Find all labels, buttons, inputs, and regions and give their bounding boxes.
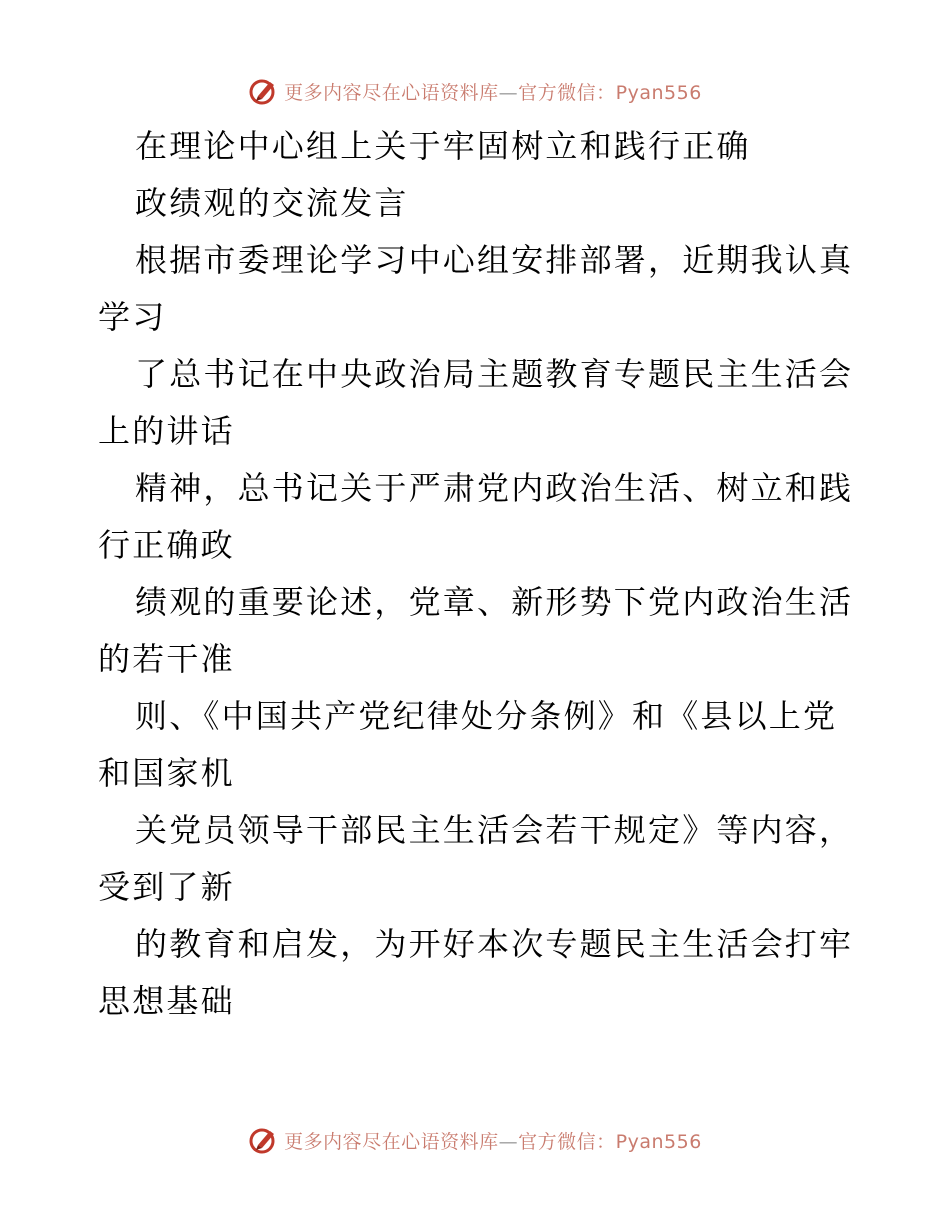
banner-text	[284, 1127, 702, 1154]
paragraph-line: 的若干准	[98, 640, 235, 678]
footer-banner	[0, 1120, 950, 1160]
paragraph-line: 精神，总书记关于严肃党内政治生活、树立和践	[135, 469, 854, 507]
paragraph-line: 行正确政	[98, 526, 235, 564]
banner-wechat-text: 官方微信：Pyan556	[518, 1130, 702, 1153]
banner-separator: —	[498, 81, 519, 104]
pen-logo-icon	[248, 76, 278, 106]
banner-main-text: 更多内容尽在心语资料库	[284, 1130, 499, 1153]
document-body	[0, 118, 950, 1030]
paragraph-line: 上的讲话	[98, 412, 235, 450]
pen-logo-icon	[248, 1125, 278, 1155]
banner-wechat-text: 官方微信：Pyan556	[518, 81, 702, 104]
paragraph-line: 绩观的重要论述，党章、新形势下党内政治生活	[135, 583, 854, 621]
paragraph-line: 了总书记在中央政治局主题教育专题民主生活会	[135, 355, 854, 393]
paragraph-line: 受到了新	[98, 868, 235, 906]
paragraph-line: 的教育和启发，为开好本次专题民主生活会打牢	[135, 925, 854, 963]
header-banner	[0, 71, 950, 111]
paragraph-line: 和国家机	[98, 754, 235, 792]
banner-main-text: 更多内容尽在心语资料库	[284, 81, 499, 104]
banner-separator: —	[498, 1130, 519, 1153]
paragraph-line: 思想基础	[98, 982, 235, 1020]
document-title-line: 在理论中心组上关于牢固树立和践行正确	[135, 127, 751, 165]
document-title-line: 政绩观的交流发言	[135, 184, 409, 222]
paragraph-line: 学习	[98, 298, 167, 336]
paragraph-line: 则、《中国共产党纪律处分条例》和《县以上党	[135, 697, 838, 735]
banner-text	[284, 78, 702, 105]
paragraph-line: 根据市委理论学习中心组安排部署，近期我认真	[135, 241, 854, 279]
paragraph-line: 关党员领导干部民主生活会若干规定》等内容，	[135, 811, 854, 849]
